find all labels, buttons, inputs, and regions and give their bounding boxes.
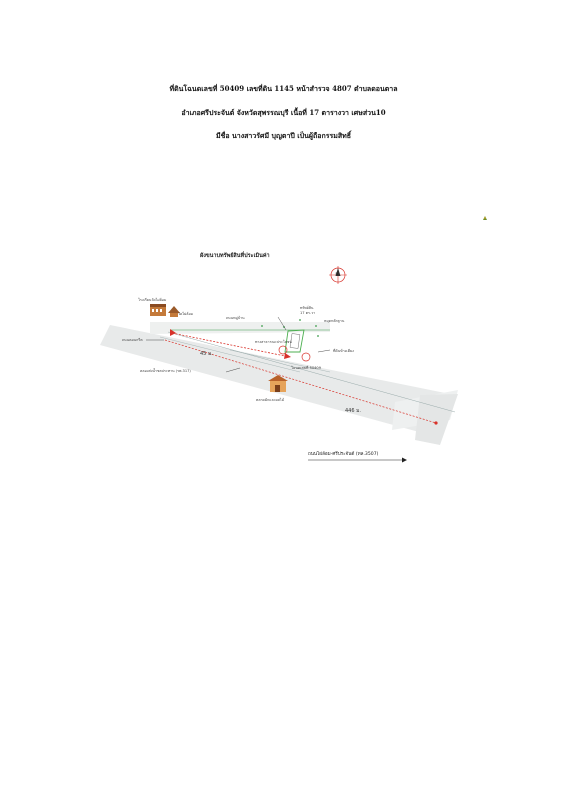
- school-label: โรงเรียนวัดไผ่ล้อม: [138, 298, 167, 302]
- green-dot-1: [261, 325, 263, 327]
- green-dot-5: [317, 335, 319, 337]
- map-title: ผังขนาบทรัพย์สินที่ประเมินค่า: [200, 253, 270, 259]
- canal-label: คลองส่งน้ำชลประทาน (รพ.317): [140, 369, 191, 373]
- deed-header-line-2: อำเภอศรีประจันต์ จังหวัดสุพรรณบุรี เนื้อที่ 17 ตารางวา เศษส่วน10: [181, 108, 386, 117]
- survey-mark-label: หมุดหลักฐาน: [324, 319, 345, 323]
- village-road-label: ถนนหมู่บ้าน: [226, 316, 245, 320]
- school-building-icon: [150, 304, 166, 316]
- deed-header-line-3: มีชื่อ นางสาวรัศมี บุญตาปี เป็นผู้ถือกรรมสิทธิ์: [216, 131, 351, 140]
- route-arrow: [284, 353, 291, 359]
- deed-no-label: โฉนดเลขที่ 50409: [291, 366, 321, 370]
- mid-road-label: ทางสาธารณะประโยชน์: [255, 340, 292, 344]
- marker-2: [302, 353, 310, 361]
- shop-label: ตลาดผักและผลไม้: [256, 398, 285, 402]
- road-right-extension: [415, 394, 458, 445]
- property-label: ทรัพย์สิน: [300, 306, 314, 310]
- green-dot-4: [315, 325, 317, 327]
- north-label: N: [335, 271, 339, 276]
- end-marker-right: [434, 421, 437, 424]
- village-road-band: [150, 322, 330, 334]
- deed-header-line-1: ที่ดินโฉนดเลขที่ 50409 เลขที่ดิน 1145 หน้าสำรวจ 4807 ตำบลดอนตาล: [169, 84, 398, 93]
- right-label: ที่ดินข้างเคียง: [333, 349, 354, 353]
- main-road-pointer-head: [402, 458, 407, 463]
- marker-1: [279, 346, 287, 354]
- temple-label: วัดไผ่ล้อม: [178, 312, 193, 316]
- leader-2: [318, 350, 330, 352]
- green-dot-3: [299, 319, 301, 321]
- distance-label-2: 446 ม.: [345, 408, 362, 414]
- main-road-label: ถนนไผ่ล้อม-ศรีประจันต์ (ทล.3507): [308, 452, 379, 457]
- property-area-label: 17 ตร.วา: [300, 311, 316, 315]
- left-road-label: ถนนคอนกรีต: [122, 338, 143, 342]
- distance-label-1: 45 ม.: [200, 351, 213, 357]
